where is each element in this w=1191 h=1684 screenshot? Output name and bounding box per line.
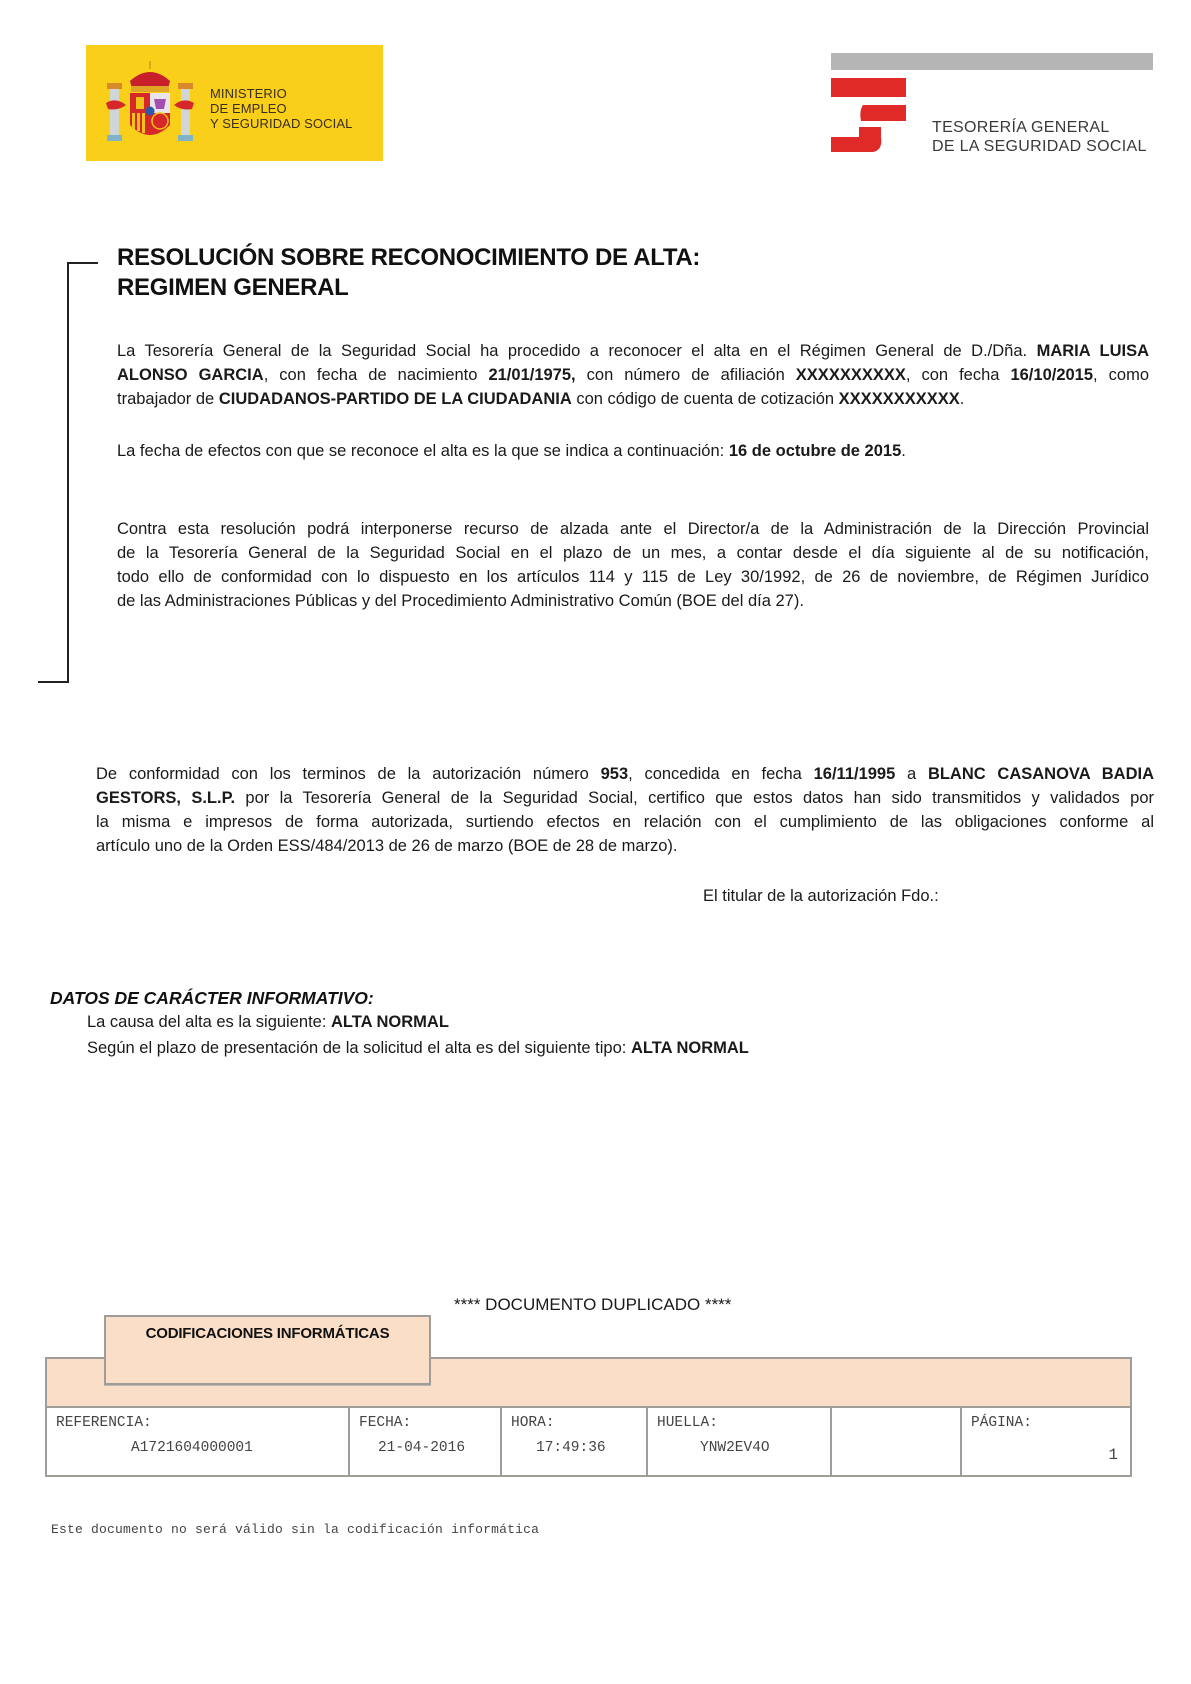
tgss-name-line: DE LA SEGURIDAD SOCIAL bbox=[932, 138, 1147, 155]
authorization-date: 16/11/1995 bbox=[813, 765, 896, 783]
bracket-divider bbox=[38, 681, 69, 683]
bracket-divider bbox=[67, 262, 69, 683]
paragraph-line: artículo uno de la Orden ESS/484/2013 de 26 de marzo (BOE de 28 de marzo). bbox=[96, 837, 678, 855]
paragraph-line: todo ello de conformidad con lo dispuesto en los artículos 114 y 115 de Ley 30/1992, de 26 de noviembre, de Régimen Jurídico bbox=[117, 568, 1149, 586]
cell-value: A1721604000001 bbox=[131, 1440, 253, 1456]
effective-date: 16 de octubre de 2015 bbox=[728, 442, 902, 460]
text: . bbox=[901, 442, 906, 460]
cell-label: PÁGINA: bbox=[971, 1415, 1032, 1431]
info-value: ALTA NORMAL bbox=[331, 1013, 449, 1031]
registration-date: 16/10/2015 bbox=[1010, 366, 1094, 384]
authorized-company: GESTORS, S.L.P. bbox=[96, 789, 236, 807]
codes-cell-fecha bbox=[350, 1408, 502, 1475]
effective-date-paragraph bbox=[117, 439, 1149, 463]
affiliation-number: XXXXXXXXXX bbox=[795, 366, 906, 384]
text: . bbox=[959, 390, 965, 408]
info-label: La causa del alta es la siguiente: bbox=[87, 1013, 331, 1031]
codes-section-title: CODIFICACIONES INFORMÁTICAS bbox=[145, 1325, 390, 1342]
cell-label: FECHA: bbox=[359, 1415, 412, 1431]
bracket-divider bbox=[67, 262, 98, 264]
info-value: ALTA NORMAL bbox=[630, 1039, 749, 1057]
signature-line: El titular de la autorización Fdo.: bbox=[703, 887, 939, 905]
text: , con fecha bbox=[905, 366, 1011, 384]
title-line-1: RESOLUCIÓN SOBRE RECONOCIMIENTO DE ALTA: bbox=[117, 244, 701, 271]
cell-value: YNW2EV4O bbox=[700, 1440, 770, 1456]
paragraph-line bbox=[117, 387, 1149, 411]
resolution-paragraph bbox=[117, 339, 1149, 411]
tgss-name-line: TESORERÍA GENERAL bbox=[932, 119, 1110, 136]
text: a bbox=[895, 765, 928, 783]
paragraph-line bbox=[96, 762, 1154, 786]
info-section-title: DATOS DE CARÁCTER INFORMATIVO: bbox=[50, 988, 374, 1008]
codes-cell-pagina bbox=[962, 1408, 1130, 1475]
cell-label: HUELLA: bbox=[657, 1415, 718, 1431]
birth-date: 21/01/1975, bbox=[488, 366, 576, 384]
codes-cell-huella bbox=[648, 1408, 832, 1475]
text: por la Tesorería General de la Seguridad Social, certifico que estos datos han sido transmitidos y validados por bbox=[235, 789, 1154, 807]
text: con código de cuenta de cotización bbox=[571, 390, 839, 408]
cell-value: 17:49:36 bbox=[536, 1440, 606, 1456]
tgss-name bbox=[932, 118, 1147, 156]
codes-cell-hora bbox=[502, 1408, 648, 1475]
ministry-name bbox=[210, 86, 352, 131]
paragraph-line: de la Tesorería General de la Seguridad Social en el plazo de un mes, a contar desde el día siguiente al de su notificación, bbox=[117, 544, 1149, 562]
text: La fecha de efectos con que se reconoce el alta es la que se indica a continuación: bbox=[117, 442, 729, 460]
ministry-logo bbox=[86, 45, 383, 161]
cell-value: 21-04-2016 bbox=[378, 1440, 466, 1456]
validity-notice: Este documento no será válido sin la codificación informática bbox=[51, 1522, 540, 1537]
document-title bbox=[117, 243, 700, 303]
tgss-logo-bar bbox=[831, 53, 1153, 70]
authorization-number: 953 bbox=[600, 765, 629, 783]
worker-name-last: ALONSO GARCIA bbox=[117, 366, 264, 384]
info-cause bbox=[87, 1013, 449, 1032]
codes-section-tab bbox=[104, 1315, 431, 1385]
paragraph-line bbox=[96, 786, 1154, 810]
paragraph-line: de las Administraciones Públicas y del Procedimiento Administrativo Común (BOE del día 27). bbox=[117, 592, 804, 610]
title-line-2: REGIMEN GENERAL bbox=[117, 274, 349, 301]
cell-label: REFERENCIA: bbox=[56, 1415, 152, 1431]
paragraph-line bbox=[117, 339, 1149, 363]
employer-name: CIUDADANOS-PARTIDO DE LA CIUDADANIA bbox=[218, 390, 572, 408]
contribution-account: XXXXXXXXXXX bbox=[838, 390, 960, 408]
info-label: Según el plazo de presentación de la solicitud el alta es del siguiente tipo: bbox=[87, 1039, 631, 1057]
authorized-company: BLANC CASANOVA BADIA bbox=[927, 765, 1154, 783]
info-type bbox=[87, 1039, 749, 1058]
text: De conformidad con los terminos de la autorización número bbox=[96, 765, 601, 783]
codes-cell-referencia bbox=[47, 1408, 350, 1475]
duplicate-notice: **** DOCUMENTO DUPLICADO **** bbox=[454, 1295, 732, 1314]
text: , con fecha de nacimiento bbox=[263, 366, 489, 384]
text: , como bbox=[1093, 366, 1149, 384]
text: trabajador de bbox=[117, 390, 219, 408]
tgss-emblem-icon bbox=[831, 78, 906, 152]
text: , concedida en fecha bbox=[628, 765, 814, 783]
cell-value: 1 bbox=[1108, 1446, 1118, 1464]
paragraph-line bbox=[117, 363, 1149, 387]
cell-label: HORA: bbox=[511, 1415, 555, 1431]
ministry-name-line: DE EMPLEO bbox=[210, 101, 287, 116]
text: La Tesorería General de la Seguridad Social ha procedido a reconocer el alta en el Régimen General de D./Dña. bbox=[117, 342, 1037, 360]
codes-table bbox=[45, 1406, 1132, 1477]
codes-cell-empty bbox=[832, 1408, 962, 1475]
worker-name-first: MARIA LUISA bbox=[1036, 342, 1149, 360]
ministry-name-line: Y SEGURIDAD SOCIAL bbox=[210, 116, 353, 131]
paragraph-line: la misma e impresos de forma autorizada, surtiendo efectos en relación con el cumplimiento de las obligaciones conforme al bbox=[96, 813, 1154, 831]
spain-coat-of-arms-icon bbox=[104, 59, 196, 147]
appeal-paragraph bbox=[117, 517, 1149, 613]
paragraph-line: Contra esta resolución podrá interponerse recurso de alzada ante el Director/a de la Administración de la Dirección Provincial bbox=[117, 520, 1149, 538]
authorization-paragraph bbox=[96, 762, 1154, 858]
ministry-name-line: MINISTERIO bbox=[210, 86, 287, 101]
text: con número de afiliación bbox=[575, 366, 796, 384]
